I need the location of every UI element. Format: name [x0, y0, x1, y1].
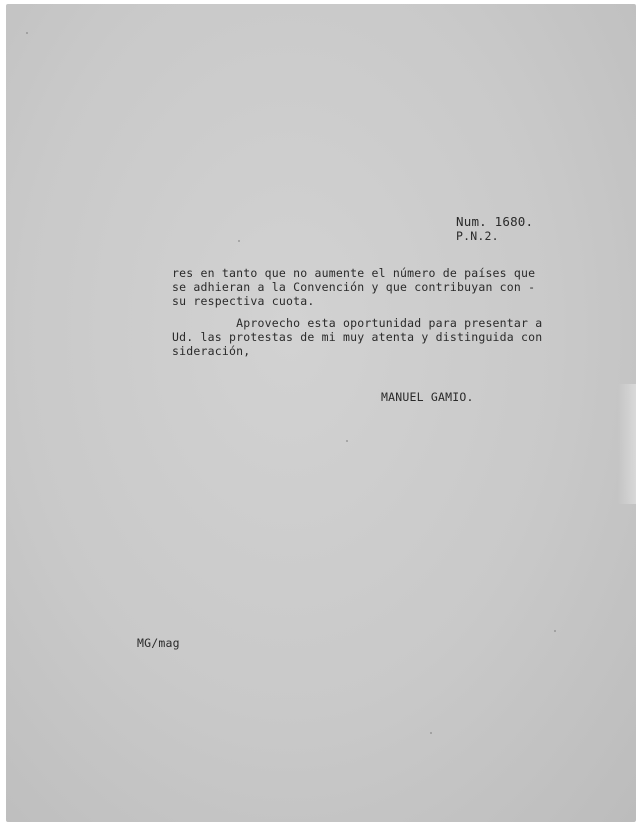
letter-body [172, 266, 535, 308]
body-line: su respectiva cuota. [172, 294, 315, 308]
paper-speck [554, 630, 556, 632]
reference-block [456, 215, 533, 243]
signature-line: MANUEL GAMIO. [381, 390, 474, 404]
paper-speck [238, 240, 240, 242]
paper-speck [430, 732, 432, 734]
paper-speck [26, 32, 28, 34]
closing-line: Ud. las protestas de mi muy atenta y distinguida con [172, 330, 543, 344]
paper-speck [346, 440, 348, 442]
typist-initials: MG/mag [137, 636, 180, 650]
reference-number: Num. 1680. [456, 214, 534, 229]
body-line: se adhieran a la Convención y que contribuyan con - [172, 280, 536, 294]
body-line: res en tanto que no aumente el número de países que [172, 266, 536, 280]
paper-sheet [6, 4, 636, 822]
closing-line: Aprovecho esta oportunidad para presentar a [172, 316, 543, 330]
closing-paragraph [172, 316, 542, 358]
reference-code: P.N.2. [456, 229, 499, 243]
closing-line: sideración, [172, 344, 251, 358]
